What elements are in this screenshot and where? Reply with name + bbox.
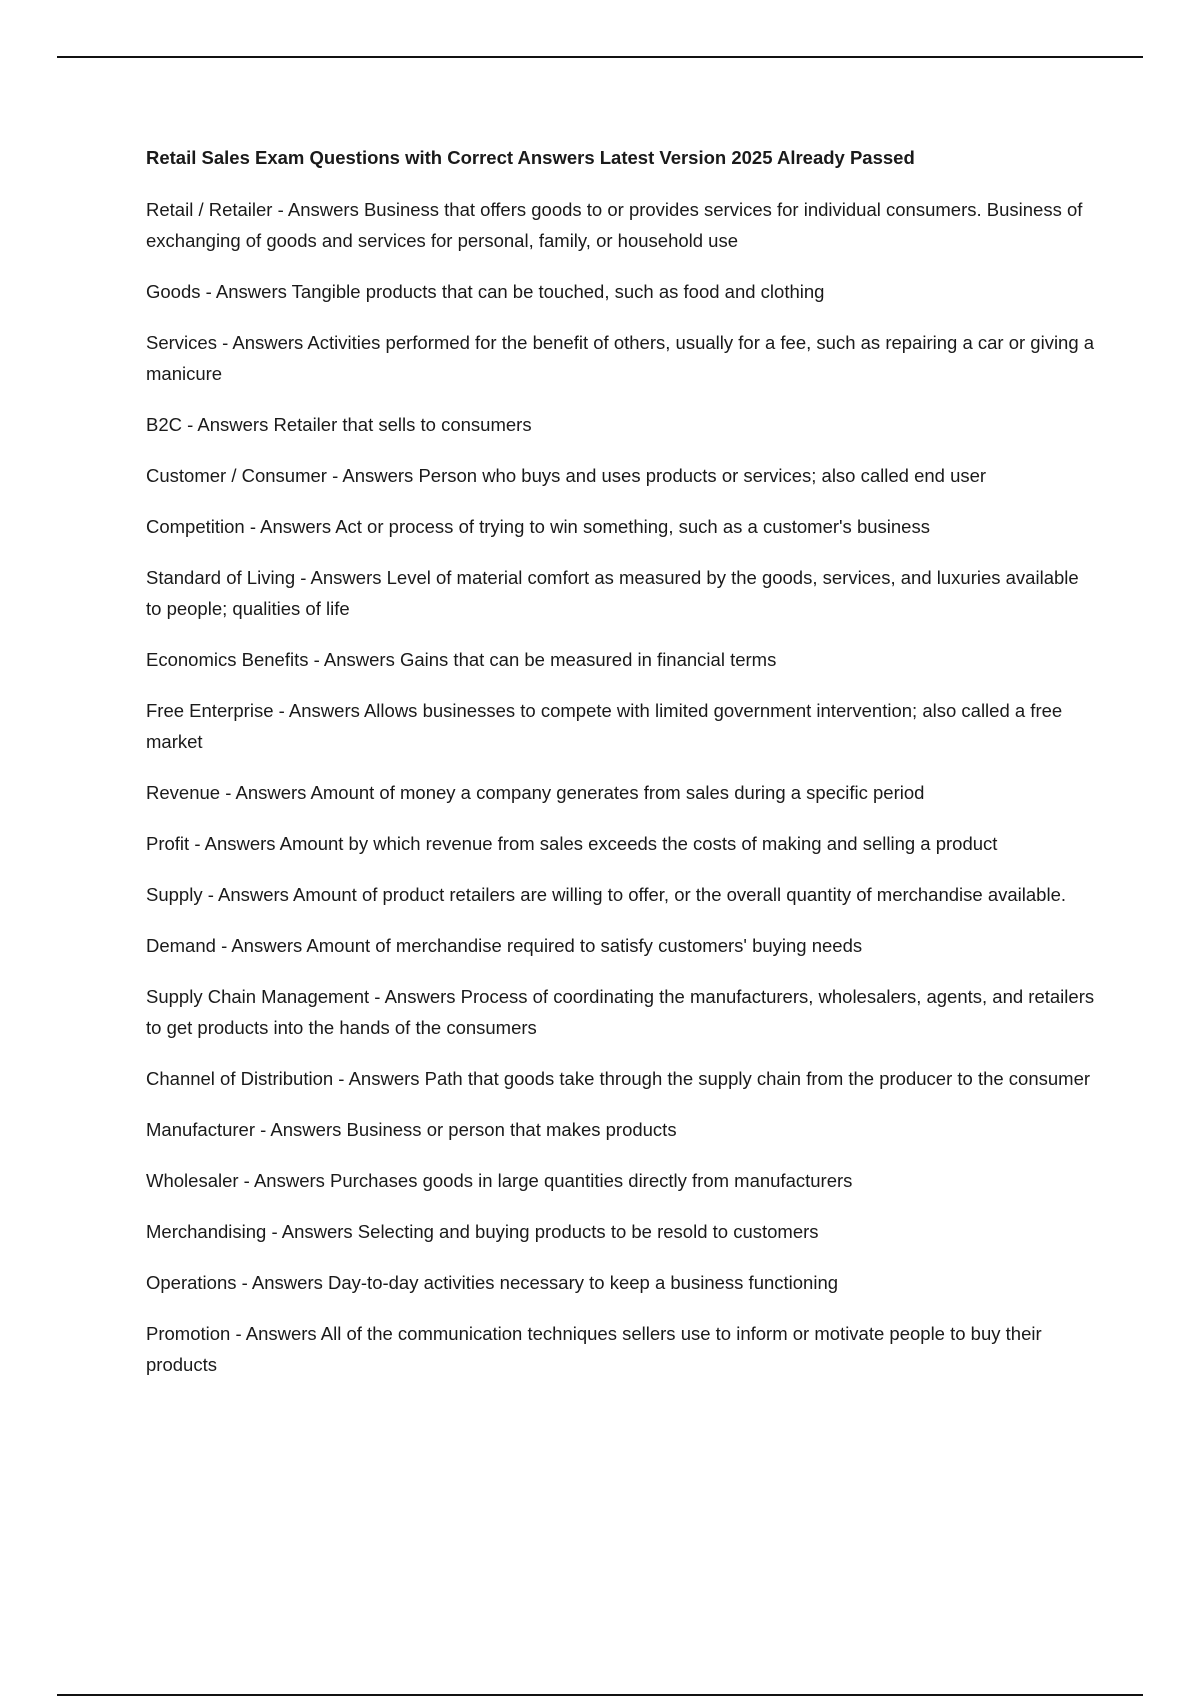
- document-body: [146, 142, 1098, 1400]
- qa-entry: Competition - Answers Act or process of trying to win something, such as a customer's business: [146, 516, 930, 537]
- qa-entry: Promotion - Answers All of the communication techniques sellers use to inform or motivate people to buy their products: [146, 1323, 1042, 1375]
- qa-entry: Merchandising - Answers Selecting and buying products to be resold to customers: [146, 1221, 819, 1242]
- qa-entry: Supply - Answers Amount of product retailers are willing to offer, or the overall quantity of merchandise available.: [146, 884, 1067, 905]
- document-title: Retail Sales Exam Questions with Correct Answers Latest Version 2025 Already Passed: [146, 147, 915, 168]
- qa-entry: Customer / Consumer - Answers Person who buys and uses products or services; also called end user: [146, 465, 987, 486]
- qa-entry: Supply Chain Management - Answers Process of coordinating the manufacturers, wholesalers, agents, and retailers to get products into the hands of the consumers: [146, 986, 1095, 1038]
- header-rule: [57, 56, 1143, 58]
- qa-entry: Manufacturer - Answers Business or person that makes products: [146, 1119, 677, 1140]
- footer-rule: [57, 1694, 1143, 1696]
- qa-entry: Goods - Answers Tangible products that can be touched, such as food and clothing: [146, 281, 825, 302]
- qa-entry: Free Enterprise - Answers Allows businesses to compete with limited government intervention; also called a free market: [146, 700, 1063, 752]
- qa-entry: Revenue - Answers Amount of money a company generates from sales during a specific period: [146, 782, 925, 803]
- qa-entry: Standard of Living - Answers Level of material comfort as measured by the goods, services, and luxuries available to people; qualities of life: [146, 567, 1079, 619]
- qa-entry: Services - Answers Activities performed for the benefit of others, usually for a fee, such as repairing a car or giving a manicure: [146, 332, 1095, 384]
- qa-entry: Economics Benefits - Answers Gains that can be measured in financial terms: [146, 649, 777, 670]
- qa-entry: Channel of Distribution - Answers Path that goods take through the supply chain from the producer to the consumer: [146, 1068, 1091, 1089]
- qa-entry: Wholesaler - Answers Purchases goods in large quantities directly from manufacturers: [146, 1170, 853, 1191]
- qa-entry: Profit - Answers Amount by which revenue from sales exceeds the costs of making and selling a product: [146, 833, 998, 854]
- qa-entry: B2C - Answers Retailer that sells to consumers: [146, 414, 532, 435]
- qa-entry: Retail / Retailer - Answers Business that offers goods to or provides services for individual consumers. Business of exchanging of goods and services for personal, family, or household use: [146, 199, 1083, 251]
- qa-entry: Operations - Answers Day-to-day activities necessary to keep a business functioning: [146, 1272, 839, 1293]
- qa-entry: Demand - Answers Amount of merchandise required to satisfy customers' buying needs: [146, 935, 863, 956]
